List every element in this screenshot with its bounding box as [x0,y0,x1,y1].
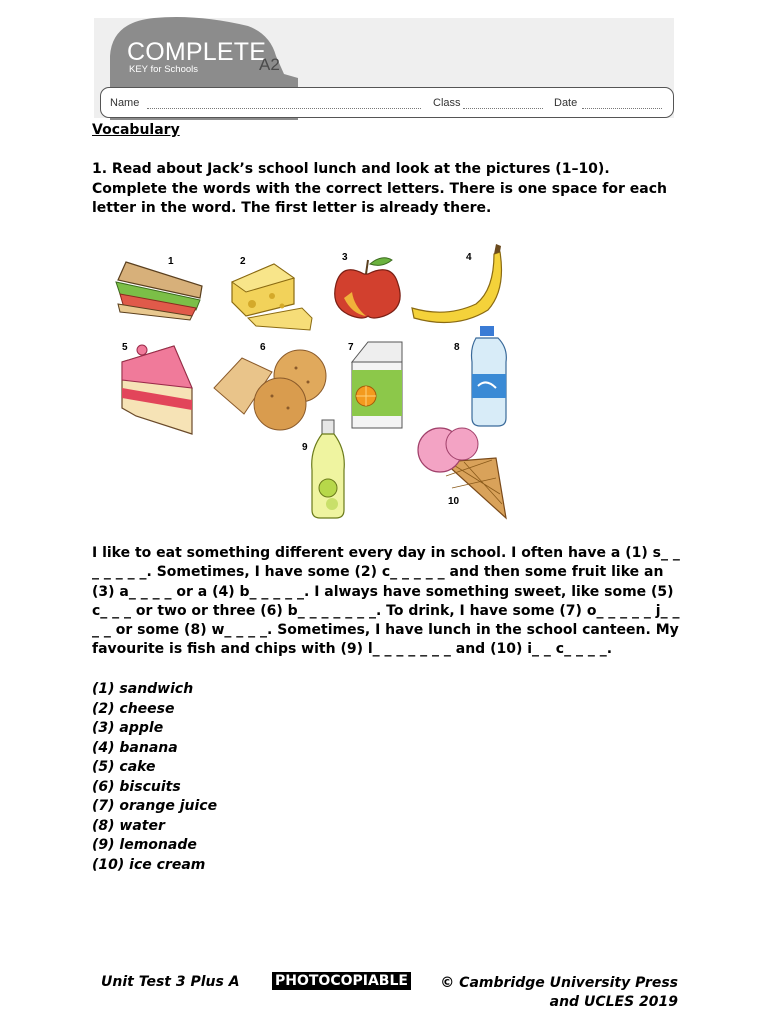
logo-level: A2 [259,55,280,74]
publisher-line-2: and UCLES 2019 [549,994,678,1010]
picture-number: 8 [454,342,460,353]
picture-number: 9 [302,442,308,453]
sandwich-icon [116,262,202,320]
section-heading: Vocabulary [92,122,180,138]
cheese-icon [232,264,312,330]
water-bottle-icon [472,326,507,426]
logo-subtitle: KEY for Schools [129,64,199,75]
name-label: Name [110,97,140,109]
apple-icon [335,258,400,318]
picture-number: 10 [448,496,460,507]
list-item: (9) lemonade [92,837,197,853]
list-item: (7) orange juice [92,798,218,814]
class-field-line[interactable] [463,108,543,109]
picture-number: 5 [122,342,128,353]
photocopiable-badge: PHOTOCOPIABLE [272,972,411,990]
student-details-box [100,87,674,118]
task-instructions: 1. Read about Jack’s school lunch and look at the pictures (1–10). Complete the words with the correct letters. There is one space for each letter in the word. The first letter is already there. [92,161,667,216]
list-item: (10) ice cream [92,856,206,873]
cake-icon [122,345,192,434]
food-pictures [96,238,532,523]
unit-label: Unit Test 3 Plus A [101,974,240,990]
picture-number: 2 [240,256,246,267]
list-item: (4) banana [92,739,178,756]
biscuits-icon [214,350,326,430]
picture-number: 1 [168,256,174,267]
list-item: (1) sandwich [92,681,194,697]
date-field-line[interactable] [582,108,662,109]
answer-list [92,680,217,875]
list-item: (6) biscuits [92,778,181,795]
picture-number: 7 [348,342,354,353]
name-field-line[interactable] [147,108,421,109]
picture-number: 4 [466,252,472,263]
list-item: (3) apple [92,720,164,736]
list-item: (2) cheese [92,700,175,717]
banana-icon [412,244,502,323]
picture-number: 6 [260,342,266,353]
logo-title: COMPLETE [127,38,267,66]
lemonade-icon [312,420,345,518]
date-label: Date [554,97,578,109]
publisher-line-1: © Cambridge University Press [440,975,678,991]
list-item: (8) water [92,817,165,834]
gap-fill-passage: I like to eat something different every day in school. I often have a (1) s_ _ _ _ _ _ _. Sometimes, I have some (2) c_ _ _ _ _ and then some fruit like an (3) a_ _ _ _ or a (4) b_ _ _ _ _. I always have something sweet, like some (5) c_ _ _ or two or three (6) b_ _ _ _ _ _ _. To drink, I have some (7) o_ _ _ _ _ j_ _ _ _ or some (8) w_ _ _ _. Sometimes, I have lunch in the school canteen. My favourite is fish and chips with (9) l_ _ _ _ _ _ _ and (10) i_ _ c_ _ _ _. [92,545,680,658]
list-item: (5) cake [92,759,156,775]
ice-cream-icon [418,428,506,518]
class-label: Class [433,97,461,109]
publisher-credit [348,974,678,1012]
orange-juice-icon [352,342,402,428]
picture-number: 3 [342,252,348,263]
